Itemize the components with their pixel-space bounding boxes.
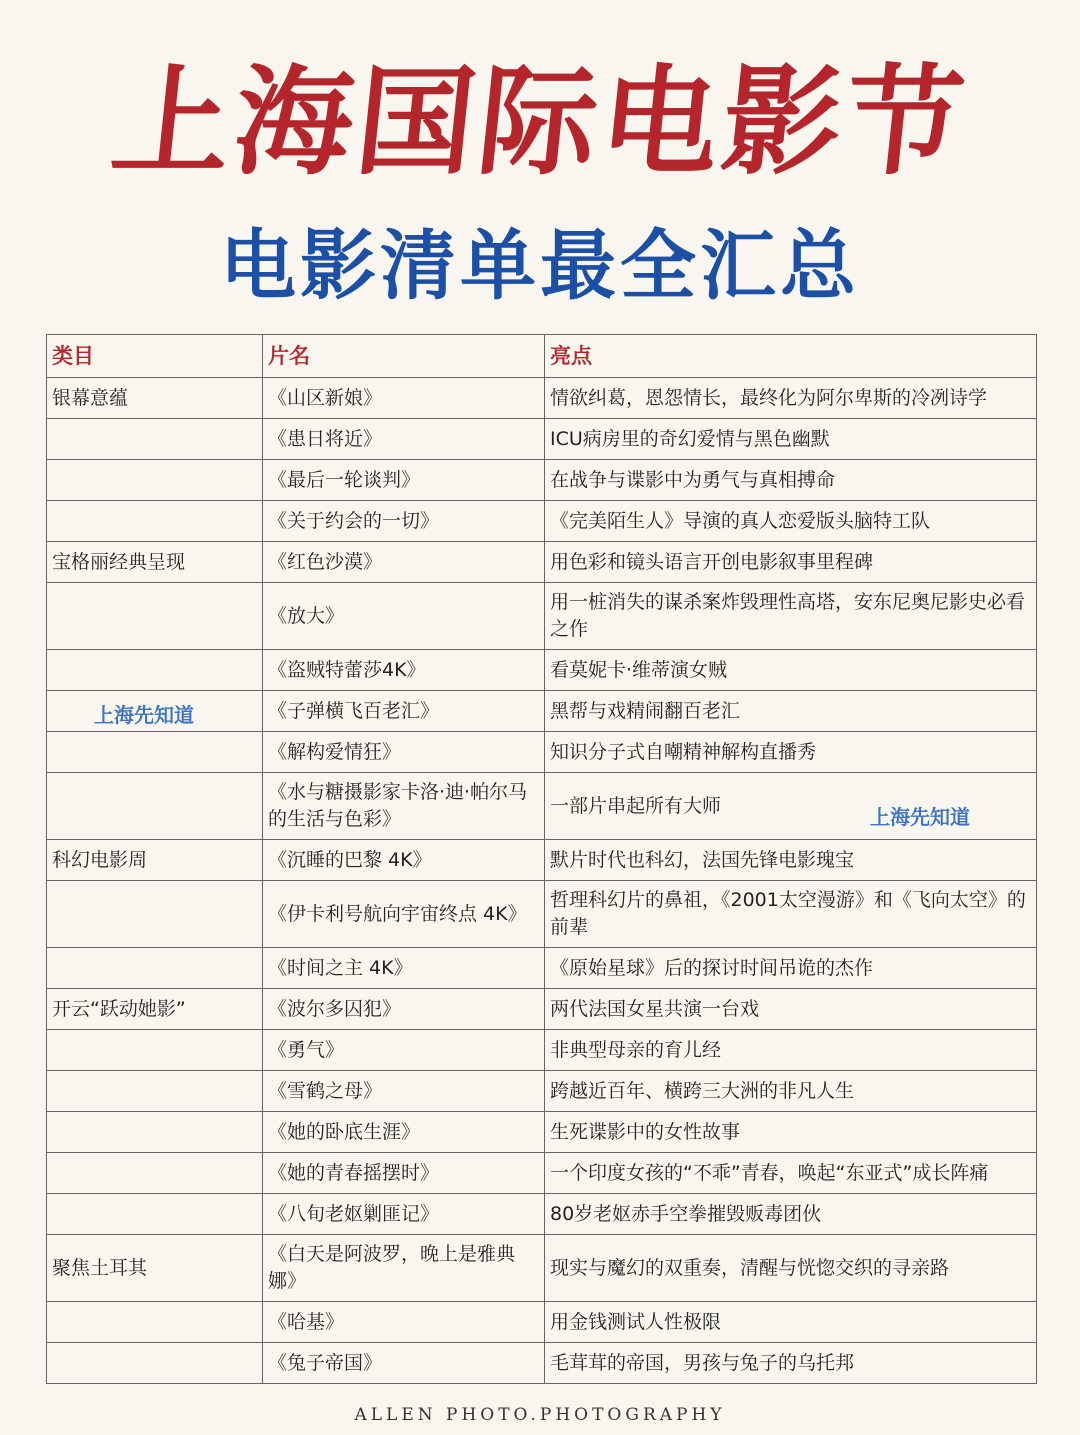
cell-category — [47, 1112, 263, 1153]
table-row — [47, 881, 1037, 948]
cell-highlight: 在战争与谍影中为勇气与真相搏命 — [545, 460, 1037, 501]
table-row — [47, 1071, 1037, 1112]
table-row — [47, 650, 1037, 691]
cell-category — [47, 419, 263, 460]
cell-category — [47, 1030, 263, 1071]
cell-category — [47, 650, 263, 691]
table-row — [47, 583, 1037, 650]
cell-category — [47, 583, 263, 650]
cell-title: 《水与糖摄影家卡洛·迪·帕尔马的生活与色彩》 — [263, 773, 545, 840]
cell-title: 《子弹横飞百老汇》 — [263, 691, 545, 732]
table-row — [47, 840, 1037, 881]
table-row — [47, 989, 1037, 1030]
cell-highlight: 情欲纠葛，恩怨情长，最终化为阿尔卑斯的冷冽诗学 — [545, 378, 1037, 419]
cell-category: 银幕意蕴 — [47, 378, 263, 419]
table-row — [47, 1112, 1037, 1153]
film-table — [46, 334, 1037, 1384]
cell-title: 《伊卡利号航向宇宙终点 4K》 — [263, 881, 545, 948]
cell-highlight: 用一桩消失的谋杀案炸毁理性高塔，安东尼奥尼影史必看之作 — [545, 583, 1037, 650]
page-title: 上海国际电影节 — [105, 53, 975, 191]
table-row — [47, 1343, 1037, 1384]
cell-category — [47, 1194, 263, 1235]
cell-title: 《山区新娘》 — [263, 378, 545, 419]
page-subtitle: 电影清单最全汇总 — [220, 221, 860, 310]
table-row — [47, 732, 1037, 773]
cell-category — [47, 773, 263, 840]
cell-highlight: 默片时代也科幻，法国先锋电影瑰宝 — [545, 840, 1037, 881]
cell-highlight: 哲理科幻片的鼻祖，《2001太空漫游》和《飞向太空》的前辈 — [545, 881, 1037, 948]
footer-credit: ALLEN PHOTO.PHOTOGRAPHY — [354, 1405, 726, 1425]
cell-category: 宝格丽经典呈现 — [47, 542, 263, 583]
cell-category: 开云“跃动她影” — [47, 989, 263, 1030]
watermark-text: 上海先知道 — [870, 805, 970, 829]
table-row — [47, 460, 1037, 501]
table-row — [47, 1194, 1037, 1235]
cell-highlight: 用色彩和镜头语言开创电影叙事里程碑 — [545, 542, 1037, 583]
table-row — [47, 419, 1037, 460]
cell-highlight: 知识分子式自嘲精神解构直播秀 — [545, 732, 1037, 773]
cell-category — [47, 881, 263, 948]
cell-title: 《盗贼特蕾莎4K》 — [263, 650, 545, 691]
cell-title: 《八旬老妪剿匪记》 — [263, 1194, 545, 1235]
cell-category — [47, 948, 263, 989]
table-row — [47, 378, 1037, 419]
cell-title: 《时间之主 4K》 — [263, 948, 545, 989]
cell-title: 《兔子帝国》 — [263, 1343, 545, 1384]
cell-title: 《沉睡的巴黎 4K》 — [263, 840, 545, 881]
table-row — [47, 1153, 1037, 1194]
cell-category — [47, 460, 263, 501]
cell-title: 《波尔多囚犯》 — [263, 989, 545, 1030]
cell-highlight: 毛茸茸的帝国，男孩与兔子的乌托邦 — [545, 1343, 1037, 1384]
watermark-text: 上海先知道 — [94, 703, 194, 727]
cell-highlight: ICU病房里的奇幻爱情与黑色幽默 — [545, 419, 1037, 460]
cell-highlight: 跨越近百年、横跨三大洲的非凡人生 — [545, 1071, 1037, 1112]
table-row — [47, 1302, 1037, 1343]
cell-title: 《解构爱情狂》 — [263, 732, 545, 773]
cell-highlight: 《原始星球》后的探讨时间吊诡的杰作 — [545, 948, 1037, 989]
cell-title: 《雪鹤之母》 — [263, 1071, 545, 1112]
cell-title: 《白天是阿波罗，晚上是雅典娜》 — [263, 1235, 545, 1302]
cell-highlight: 一部片串起所有大师 — [545, 773, 1037, 840]
cell-highlight: 一个印度女孩的“不乖”青春，唤起“东亚式”成长阵痛 — [545, 1153, 1037, 1194]
cell-title: 《患日将近》 — [263, 419, 545, 460]
cell-title: 《放大》 — [263, 583, 545, 650]
header-highlight: 亮点 — [545, 335, 1037, 378]
table-row — [47, 1030, 1037, 1071]
cell-highlight: 现实与魔幻的双重奏，清醒与恍惚交织的寻亲路 — [545, 1235, 1037, 1302]
cell-title: 《关于约会的一切》 — [263, 501, 545, 542]
cell-title: 《哈基》 — [263, 1302, 545, 1343]
cell-title: 《她的卧底生涯》 — [263, 1112, 545, 1153]
cell-highlight: 用金钱测试人性极限 — [545, 1302, 1037, 1343]
cell-highlight: 黑帮与戏精闹翻百老汇 — [545, 691, 1037, 732]
cell-highlight: 非典型母亲的育儿经 — [545, 1030, 1037, 1071]
cell-category: 科幻电影周 — [47, 840, 263, 881]
cell-category — [47, 501, 263, 542]
cell-highlight: 看莫妮卡·维蒂演女贼 — [545, 650, 1037, 691]
cell-highlight: 两代法国女星共演一台戏 — [545, 989, 1037, 1030]
cell-title: 《红色沙漠》 — [263, 542, 545, 583]
table-row — [47, 948, 1037, 989]
cell-category — [47, 1343, 263, 1384]
cell-category — [47, 1153, 263, 1194]
cell-category — [47, 732, 263, 773]
table-header-row — [47, 335, 1037, 378]
cell-highlight: 《完美陌生人》导演的真人恋爱版头脑特工队 — [545, 501, 1037, 542]
cell-highlight: 80岁老妪赤手空拳摧毁贩毒团伙 — [545, 1194, 1037, 1235]
table-row — [47, 691, 1037, 732]
cell-title: 《她的青春摇摆时》 — [263, 1153, 545, 1194]
cell-category — [47, 1302, 263, 1343]
cell-category — [47, 1071, 263, 1112]
table-row — [47, 542, 1037, 583]
header-category: 类目 — [47, 335, 263, 378]
cell-title: 《勇气》 — [263, 1030, 545, 1071]
table-row — [47, 1235, 1037, 1302]
header-title: 片名 — [263, 335, 545, 378]
cell-highlight: 生死谍影中的女性故事 — [545, 1112, 1037, 1153]
cell-category: 聚焦土耳其 — [47, 1235, 263, 1302]
cell-title: 《最后一轮谈判》 — [263, 460, 545, 501]
table-row — [47, 501, 1037, 542]
